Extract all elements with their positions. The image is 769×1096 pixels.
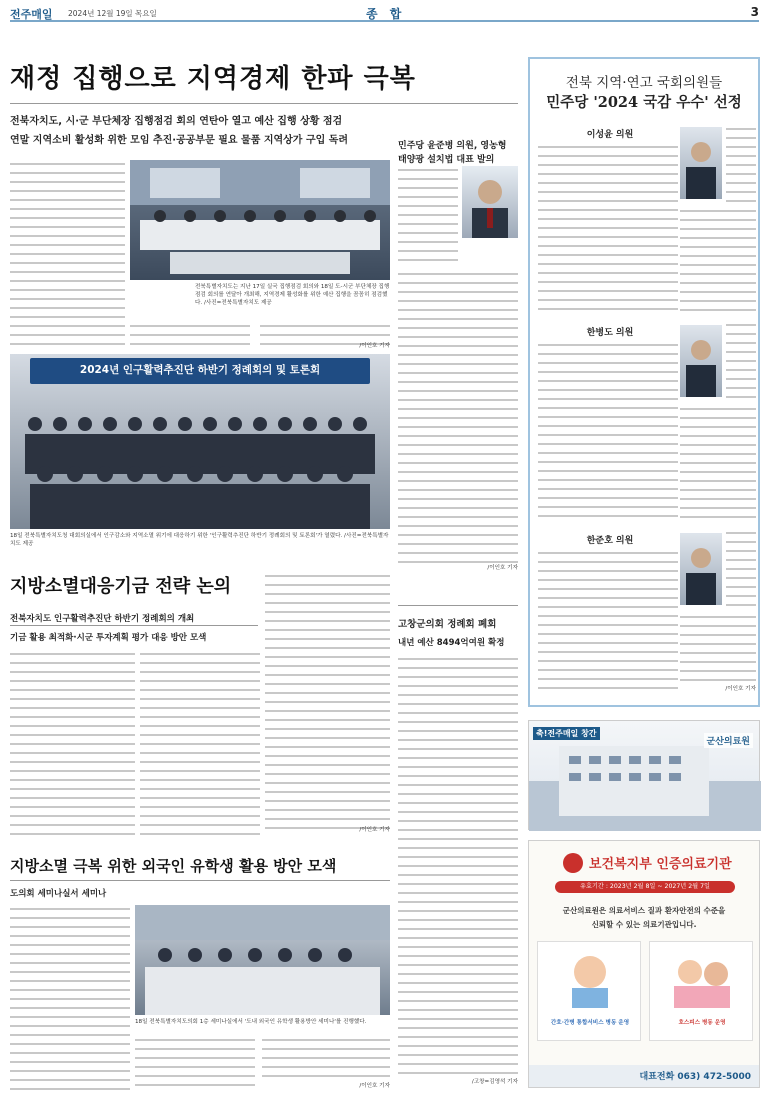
member-photo-1 xyxy=(680,127,722,199)
ad-label: 축!전주매일 창간 xyxy=(533,727,600,740)
divider xyxy=(10,880,390,881)
article-text xyxy=(10,160,125,350)
article-text xyxy=(398,270,518,570)
meeting-photo-graphic xyxy=(130,160,390,280)
forum-photo xyxy=(10,354,390,529)
member-name-1: 이성윤 의원 xyxy=(586,130,634,140)
article-text xyxy=(262,1036,390,1082)
ad-box-nursing-text: 간호·간병 통합서비스 병동 운영 xyxy=(550,1020,630,1026)
ad-box-nursing xyxy=(537,941,641,1041)
ad-box-hospice-text: 호스피스 병동 운영 xyxy=(678,1020,726,1026)
section2-sub-2: 기금 활용 최적화·시군 투자계획 평가 대응 방안 모색 xyxy=(10,633,207,643)
section2-sub-1: 전북자치도 인구활력추진단 하반기 정례회의 개최 xyxy=(10,614,195,624)
meeting-photo xyxy=(130,160,390,280)
article-text xyxy=(726,529,756,609)
ad-line-2: 신뢰할 수 있는 의료기관입니다. xyxy=(591,920,697,929)
photo-caption: 전북특별자치도는 지난 17일 실국 집행점검 회의와 18일 도-시군 부단체장 집행점검 회의를 연달아 개최해, 지역경제 활성화를 위한 예산 집행을 꼼꼼히 점검했다. /사진=전북특별자치도 제공 xyxy=(195,284,390,306)
masthead xyxy=(10,4,759,22)
hospital-ad-banner[interactable] xyxy=(528,720,760,830)
newspaper-logo: 전주매일 xyxy=(10,8,53,21)
article-text xyxy=(538,143,678,313)
divider xyxy=(398,605,518,606)
politician-portrait xyxy=(462,166,518,238)
main-subhead-1: 전북자치도, 시·군 부단체장 집행점검 회의 연탄아 열고 예산 집행 상황 점검 xyxy=(10,116,343,127)
ad-line-1: 군산의료원은 의료서비스 질과 환자안전의 수준을 xyxy=(562,906,726,915)
article-text xyxy=(680,405,756,523)
article-text xyxy=(130,322,250,350)
forum-banner-text: 2024년 인구활력추진단 하반기 정례회의 및 토론회 xyxy=(79,364,321,376)
member-photo-3 xyxy=(680,533,722,605)
ad-period: 유효기간 : 2023년 2월 8일 ~ 2027년 2월 7일 xyxy=(555,881,735,893)
article-text xyxy=(398,166,458,266)
article-text xyxy=(398,655,518,1075)
byline: /이인호 기자 xyxy=(359,1083,390,1089)
article-text xyxy=(726,321,756,401)
main-headline: 재정 집행으로 지역경제 한파 극복 xyxy=(10,64,416,94)
member-photo-2 xyxy=(680,325,722,397)
page-number: 3 xyxy=(750,5,759,19)
article-text xyxy=(680,207,756,313)
byline: /이인호 기자 xyxy=(359,343,390,349)
ad-box-hospice xyxy=(649,941,753,1041)
person-icon xyxy=(462,166,518,238)
section-name: 종 합 xyxy=(366,7,406,21)
section4-sub: 도의회 세미나실서 세미나 xyxy=(10,889,107,899)
hospice-illustration-icon xyxy=(650,942,754,1012)
person-icon xyxy=(680,127,722,199)
article-text xyxy=(680,613,756,683)
section4-headline: 지방소멸 극복 위한 외국인 유학생 활용 방안 모색 xyxy=(10,857,337,875)
sidebar-title-2: 민주당 '2024 국감 우수' 선정 xyxy=(546,94,742,111)
article-text xyxy=(140,650,260,835)
middle-title-1: 민주당 윤준병 의원, 영농형 xyxy=(398,141,507,151)
member-name-2: 한병도 의원 xyxy=(586,328,634,338)
byline: /고창=김영석 기자 xyxy=(471,1079,518,1085)
seminar-caption: 18일 전북특별자치도의회 1층 세미나실에서 '도내 외국인 유학생 활용방안 세미나'를 진행했다. xyxy=(135,1019,367,1025)
divider xyxy=(10,103,518,104)
nurse-illustration-icon xyxy=(538,942,642,1012)
section3-sub: 내년 예산 8494억여원 확정 xyxy=(398,638,505,648)
byline: /이인호 기자 xyxy=(725,686,756,692)
issue-date: 2024년 12월 19일 목요일 xyxy=(68,9,157,18)
seminar-photo-graphic xyxy=(135,905,390,1015)
article-text xyxy=(538,549,678,694)
ad-phone: 대표전화 063) 472-5000 xyxy=(639,1072,751,1082)
cert-badge-icon xyxy=(563,853,583,873)
section2-headline: 지방소멸대응기금 전략 논의 xyxy=(10,576,232,597)
main-subhead-2: 연말 지역소비 활성화 위한 모임 추진·공공부문 필요 물품 지역상가 구입 독려 xyxy=(10,135,349,146)
article-text xyxy=(10,650,135,835)
group-people-graphic xyxy=(10,354,390,529)
certification-ad[interactable] xyxy=(528,840,760,1088)
byline: /이인호 기자 xyxy=(359,827,390,833)
middle-title-2: 태양광 설치법 대표 발의 xyxy=(398,155,495,165)
seminar-photo xyxy=(135,905,390,1015)
article-text xyxy=(10,905,130,1090)
member-name-3: 한준호 의원 xyxy=(586,536,634,546)
section3-headline: 고창군의회 정례회 폐회 xyxy=(398,619,497,630)
ad-title: 보건복지부 인증의료기관 xyxy=(589,857,732,872)
person-icon xyxy=(680,325,722,397)
sidebar-title-1: 전북 지역·연고 국회의원들 xyxy=(565,75,723,91)
article-text xyxy=(538,341,678,523)
sidebar-box xyxy=(528,57,760,707)
article-text xyxy=(726,125,756,205)
person-icon xyxy=(680,533,722,605)
forum-photo-caption: 18일 전북특별자치도청 대회의실에서 인구감소와 지역소멸 위기에 대응하기 위한 '인구활력추진단 하반기 정례회의 및 토론회'가 열렸다. /사진=전북특별자치도 제공 xyxy=(10,533,389,547)
article-text xyxy=(265,572,390,835)
byline: /이인호 기자 xyxy=(487,565,518,571)
article-text xyxy=(135,1036,255,1090)
divider xyxy=(10,625,258,626)
hospital-name: 군산의료원 xyxy=(704,733,753,748)
